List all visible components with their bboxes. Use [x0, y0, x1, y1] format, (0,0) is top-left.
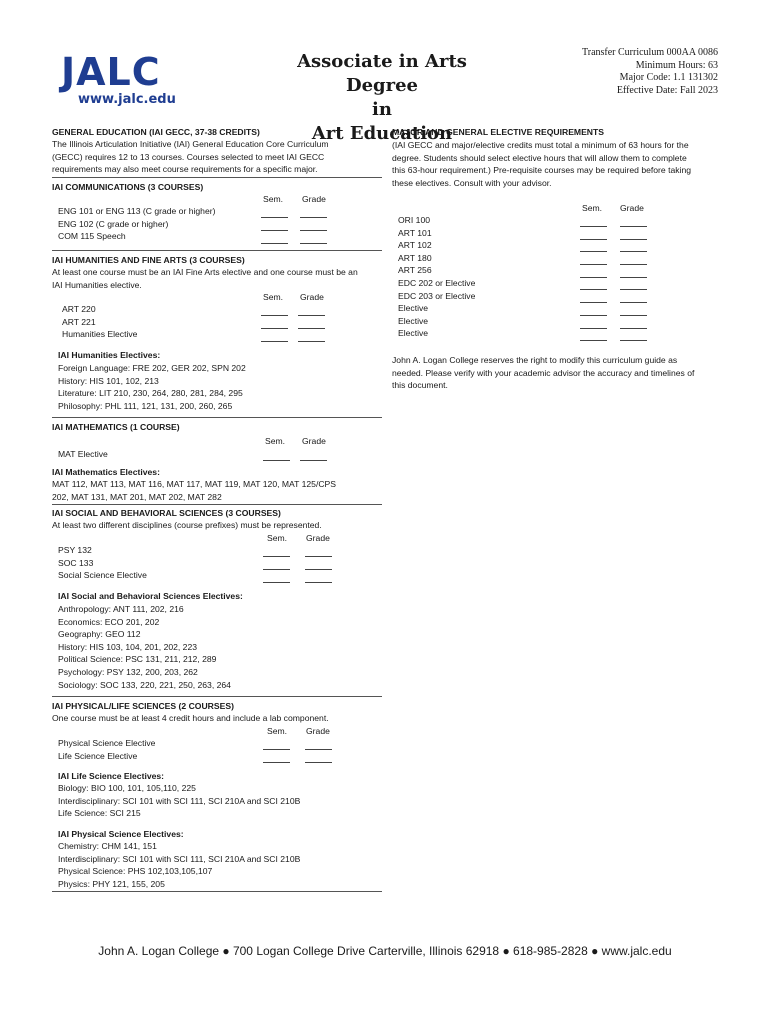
grade-blank[interactable]: [305, 561, 332, 570]
major-courses: [398, 214, 475, 340]
elective-item: Political Science: PSC 131, 211, 212, 289: [58, 654, 217, 665]
sem-blank[interactable]: [580, 332, 607, 341]
disclaimer-note: [392, 354, 722, 392]
title-line: Associate in Arts Degree: [297, 51, 467, 96]
sem-blank[interactable]: [261, 209, 288, 218]
meta-line: Effective Date: Fall 2023: [616, 84, 718, 96]
note-line: this document.: [392, 380, 448, 391]
divider: [52, 177, 382, 178]
sem-header: Sem.: [267, 726, 288, 736]
course-item: ART 220: [62, 304, 96, 314]
grade-header: Grade: [306, 726, 330, 736]
divider: [52, 250, 382, 251]
sem-header: Sem.: [263, 194, 284, 204]
elective-item: Foreign Language: FRE 202, GER 202, SPN 202: [58, 363, 246, 373]
sem-blank[interactable]: [263, 548, 290, 557]
course-item: ART 180: [398, 252, 432, 263]
course-item: EDC 203 or Elective: [398, 290, 476, 301]
note-line: needed. Please verify with your academic advisor the accuracy and timelines of: [392, 367, 695, 378]
grade-blank[interactable]: [300, 452, 327, 461]
grade-header: Grade: [300, 292, 324, 302]
sem-header: Sem.: [263, 292, 284, 302]
course-item: Elective: [398, 328, 429, 339]
sem-header: Sem.: [265, 436, 286, 446]
life-science-electives: [58, 782, 300, 820]
logo: JALC: [61, 50, 161, 94]
course-item: ENG 102 (C grade or higher): [58, 218, 169, 229]
course-item: Humanities Elective: [62, 329, 138, 340]
mathematics-heading: IAI MATHEMATICS (1 COURSE): [52, 422, 180, 432]
humanities-heading: IAI HUMANITIES AND FINE ARTS (3 COURSES): [52, 255, 245, 265]
course-item: ART 101: [398, 227, 432, 238]
title-line: in: [372, 99, 392, 120]
note-line: John A. Logan College reserves the right to modify this curriculum guide as: [392, 355, 678, 365]
social-electives-heading: IAI Social and Behavioral Sciences Electives:: [58, 591, 243, 601]
sem-blank[interactable]: [580, 269, 607, 278]
course-item: ART 256: [398, 265, 432, 276]
physical-heading: IAI PHYSICAL/LIFE SCIENCES (2 COURSES): [52, 701, 234, 711]
elective-item: Physics: PHY 121, 155, 205: [58, 878, 165, 889]
logo-url: www.jalc.edu: [78, 92, 176, 107]
grade-blank[interactable]: [620, 256, 647, 265]
title-line: Art Education: [311, 123, 453, 144]
social-electives: [58, 603, 231, 691]
meta-line: Transfer Curriculum 000AA 0086: [581, 47, 718, 58]
course-item: PSY 132: [58, 545, 92, 555]
sem-blank[interactable]: [580, 281, 607, 290]
humanities-courses: [62, 303, 137, 341]
desc-line: The Illinois Articulation Initiative (IAI) General Education Core Curriculum: [52, 139, 329, 149]
grade-header: Grade: [620, 203, 644, 213]
course-item: Life Science Elective: [58, 750, 138, 761]
course-item: Physical Science Elective: [58, 738, 156, 748]
grade-blank[interactable]: [305, 754, 332, 763]
elective-item: Biology: BIO 100, 101, 105,110, 225: [58, 783, 196, 793]
desc-line: IAI Humanities elective.: [52, 279, 142, 290]
sem-blank[interactable]: [263, 574, 290, 583]
grade-blank[interactable]: [300, 209, 327, 218]
physical-description: One course must be at least 4 credit hours and include a lab component.: [52, 713, 329, 723]
gen-ed-heading: GENERAL EDUCATION (IAI GECC, 37-38 CREDITS): [52, 127, 260, 137]
grade-header: Grade: [306, 533, 330, 543]
sem-blank[interactable]: [263, 561, 290, 570]
desc-line: At least one course must be an IAI Fine Arts elective and one course must be an: [52, 267, 358, 277]
sem-blank[interactable]: [261, 222, 288, 231]
course-item: ART 102: [398, 240, 432, 251]
gen-ed-description: [52, 138, 382, 176]
grade-blank[interactable]: [300, 235, 327, 244]
grade-blank[interactable]: [298, 307, 325, 316]
sem-blank[interactable]: [580, 320, 607, 329]
meta-line: Minimum Hours: 63: [635, 59, 718, 71]
grade-blank[interactable]: [620, 269, 647, 278]
sem-blank[interactable]: [580, 231, 607, 240]
mathematics-course: MAT Elective: [58, 449, 108, 459]
sem-blank[interactable]: [261, 307, 288, 316]
elective-item: Life Science: SCI 215: [58, 808, 141, 819]
sem-blank[interactable]: [263, 452, 290, 461]
footer: John A. Logan College ● 700 Logan College Drive Carterville, Illinois 62918 ● 618-985-2828 ● www.jalc.edu: [98, 944, 672, 958]
humanities-description: [52, 266, 382, 291]
desc-line: requirements may also meet course requirements for a specific major.: [52, 164, 318, 175]
course-item: Elective: [398, 315, 429, 326]
grade-blank[interactable]: [620, 231, 647, 240]
grade-blank[interactable]: [620, 281, 647, 290]
desc-line: these electives. Consult with your advisor.: [392, 177, 552, 188]
sem-blank[interactable]: [580, 294, 607, 303]
grade-blank[interactable]: [305, 548, 332, 557]
elective-item: History: HIS 101, 102, 213: [58, 375, 159, 386]
sem-blank[interactable]: [261, 333, 288, 342]
divider: [52, 504, 382, 505]
meta-line: Major Code: 1.1 131302: [619, 72, 718, 83]
sem-blank[interactable]: [263, 741, 290, 750]
elective-item: Psychology: PSY 132, 200, 203, 262: [58, 666, 198, 677]
sem-blank[interactable]: [580, 256, 607, 265]
physical-science-electives-heading: IAI Physical Science Electives:: [58, 829, 184, 839]
humanities-electives: [58, 362, 246, 412]
divider: [52, 696, 382, 697]
humanities-electives-heading: IAI Humanities Electives:: [58, 350, 161, 360]
desc-line: (GECC) requires 12 to 13 courses. Courses selected to meet IAI GECC: [52, 151, 325, 162]
course-item: Social Science Elective: [58, 570, 147, 581]
elective-item: Sociology: SOC 133, 220, 221, 250, 263, 264: [58, 679, 231, 690]
social-description: At least two different disciplines (course prefixes) must be represented.: [52, 520, 322, 530]
sem-blank[interactable]: [580, 243, 607, 252]
grade-blank[interactable]: [300, 222, 327, 231]
course-item: ART 221: [62, 316, 96, 327]
elective-item: Literature: LIT 210, 230, 264, 280, 281, 284, 295: [58, 388, 243, 399]
sem-blank[interactable]: [580, 307, 607, 316]
mathematics-electives: [52, 478, 382, 503]
elective-item: Interdisciplinary: SCI 101 with SCI 111, SCI 210A and SCI 210B: [58, 853, 301, 864]
grade-blank[interactable]: [620, 332, 647, 341]
social-courses: [58, 544, 147, 582]
life-science-electives-heading: IAI Life Science Electives:: [58, 771, 165, 781]
elective-item: Philosophy: PHL 111, 121, 131, 200, 260, 265: [58, 400, 233, 411]
sem-header: Sem.: [582, 203, 603, 213]
desc-line: degree. Students should select elective hours that will allow them to complete: [392, 152, 687, 163]
course-item: COM 115 Speech: [58, 231, 126, 242]
elective-item: Chemistry: CHM 141, 151: [58, 841, 157, 851]
grade-blank[interactable]: [298, 333, 325, 342]
elective-item: Geography: GEO 112: [58, 629, 141, 640]
elective-item: History: HIS 103, 104, 201, 202, 223: [58, 641, 198, 652]
divider: [52, 417, 382, 418]
grade-blank[interactable]: [620, 320, 647, 329]
major-description: [392, 139, 722, 189]
curriculum-meta: [498, 47, 718, 97]
sem-blank[interactable]: [580, 218, 607, 227]
desc-line: (IAI GECC and major/elective credits must total a minimum of 63 hours for the: [392, 140, 689, 150]
grade-header: Grade: [302, 436, 326, 446]
grade-blank[interactable]: [620, 307, 647, 316]
social-heading: IAI SOCIAL AND BEHAVIORAL SCIENCES (3 COURSES): [52, 508, 281, 518]
communications-courses: [58, 205, 215, 243]
mathematics-electives-heading: IAI Mathematics Electives:: [52, 467, 160, 477]
grade-header: Grade: [302, 194, 326, 204]
desc-line: this 63-hour requirement.) Pre-requisite courses may be required before taking: [392, 165, 692, 176]
sem-blank[interactable]: [261, 320, 288, 329]
course-item: SOC 133: [58, 557, 94, 568]
physical-science-electives: [58, 840, 300, 890]
elective-item: Interdisciplinary: SCI 101 with SCI 111, SCI 210A and SCI 210B: [58, 795, 301, 806]
physical-courses: [58, 737, 155, 762]
grade-blank[interactable]: [620, 218, 647, 227]
major-heading: MAJOR AND GENERAL ELECTIVE REQUIREMENTS: [392, 127, 604, 137]
grade-blank[interactable]: [298, 320, 325, 329]
divider: [52, 891, 382, 892]
elective-item: Economics: ECO 201, 202: [58, 616, 160, 627]
course-item: EDC 202 or Elective: [398, 277, 476, 288]
course-item: ENG 101 or ENG 113 (C grade or higher): [58, 206, 216, 216]
grade-blank[interactable]: [305, 741, 332, 750]
elective-item: MAT 112, MAT 113, MAT 116, MAT 117, MAT 119, MAT 120, MAT 125/CPS: [52, 479, 337, 489]
elective-item: 202, MAT 131, MAT 201, MAT 202, MAT 282: [52, 491, 222, 502]
sem-blank[interactable]: [261, 235, 288, 244]
sem-blank[interactable]: [263, 754, 290, 763]
grade-blank[interactable]: [305, 574, 332, 583]
grade-blank[interactable]: [620, 294, 647, 303]
grade-blank[interactable]: [620, 243, 647, 252]
elective-item: Anthropology: ANT 111, 202, 216: [58, 604, 184, 614]
course-item: ORI 100: [398, 215, 431, 225]
sem-header: Sem.: [267, 533, 288, 543]
communications-heading: IAI COMMUNICATIONS (3 COURSES): [52, 182, 204, 192]
elective-item: Physical Science: PHS 102,103,105,107: [58, 866, 213, 877]
course-item: Elective: [398, 303, 429, 314]
